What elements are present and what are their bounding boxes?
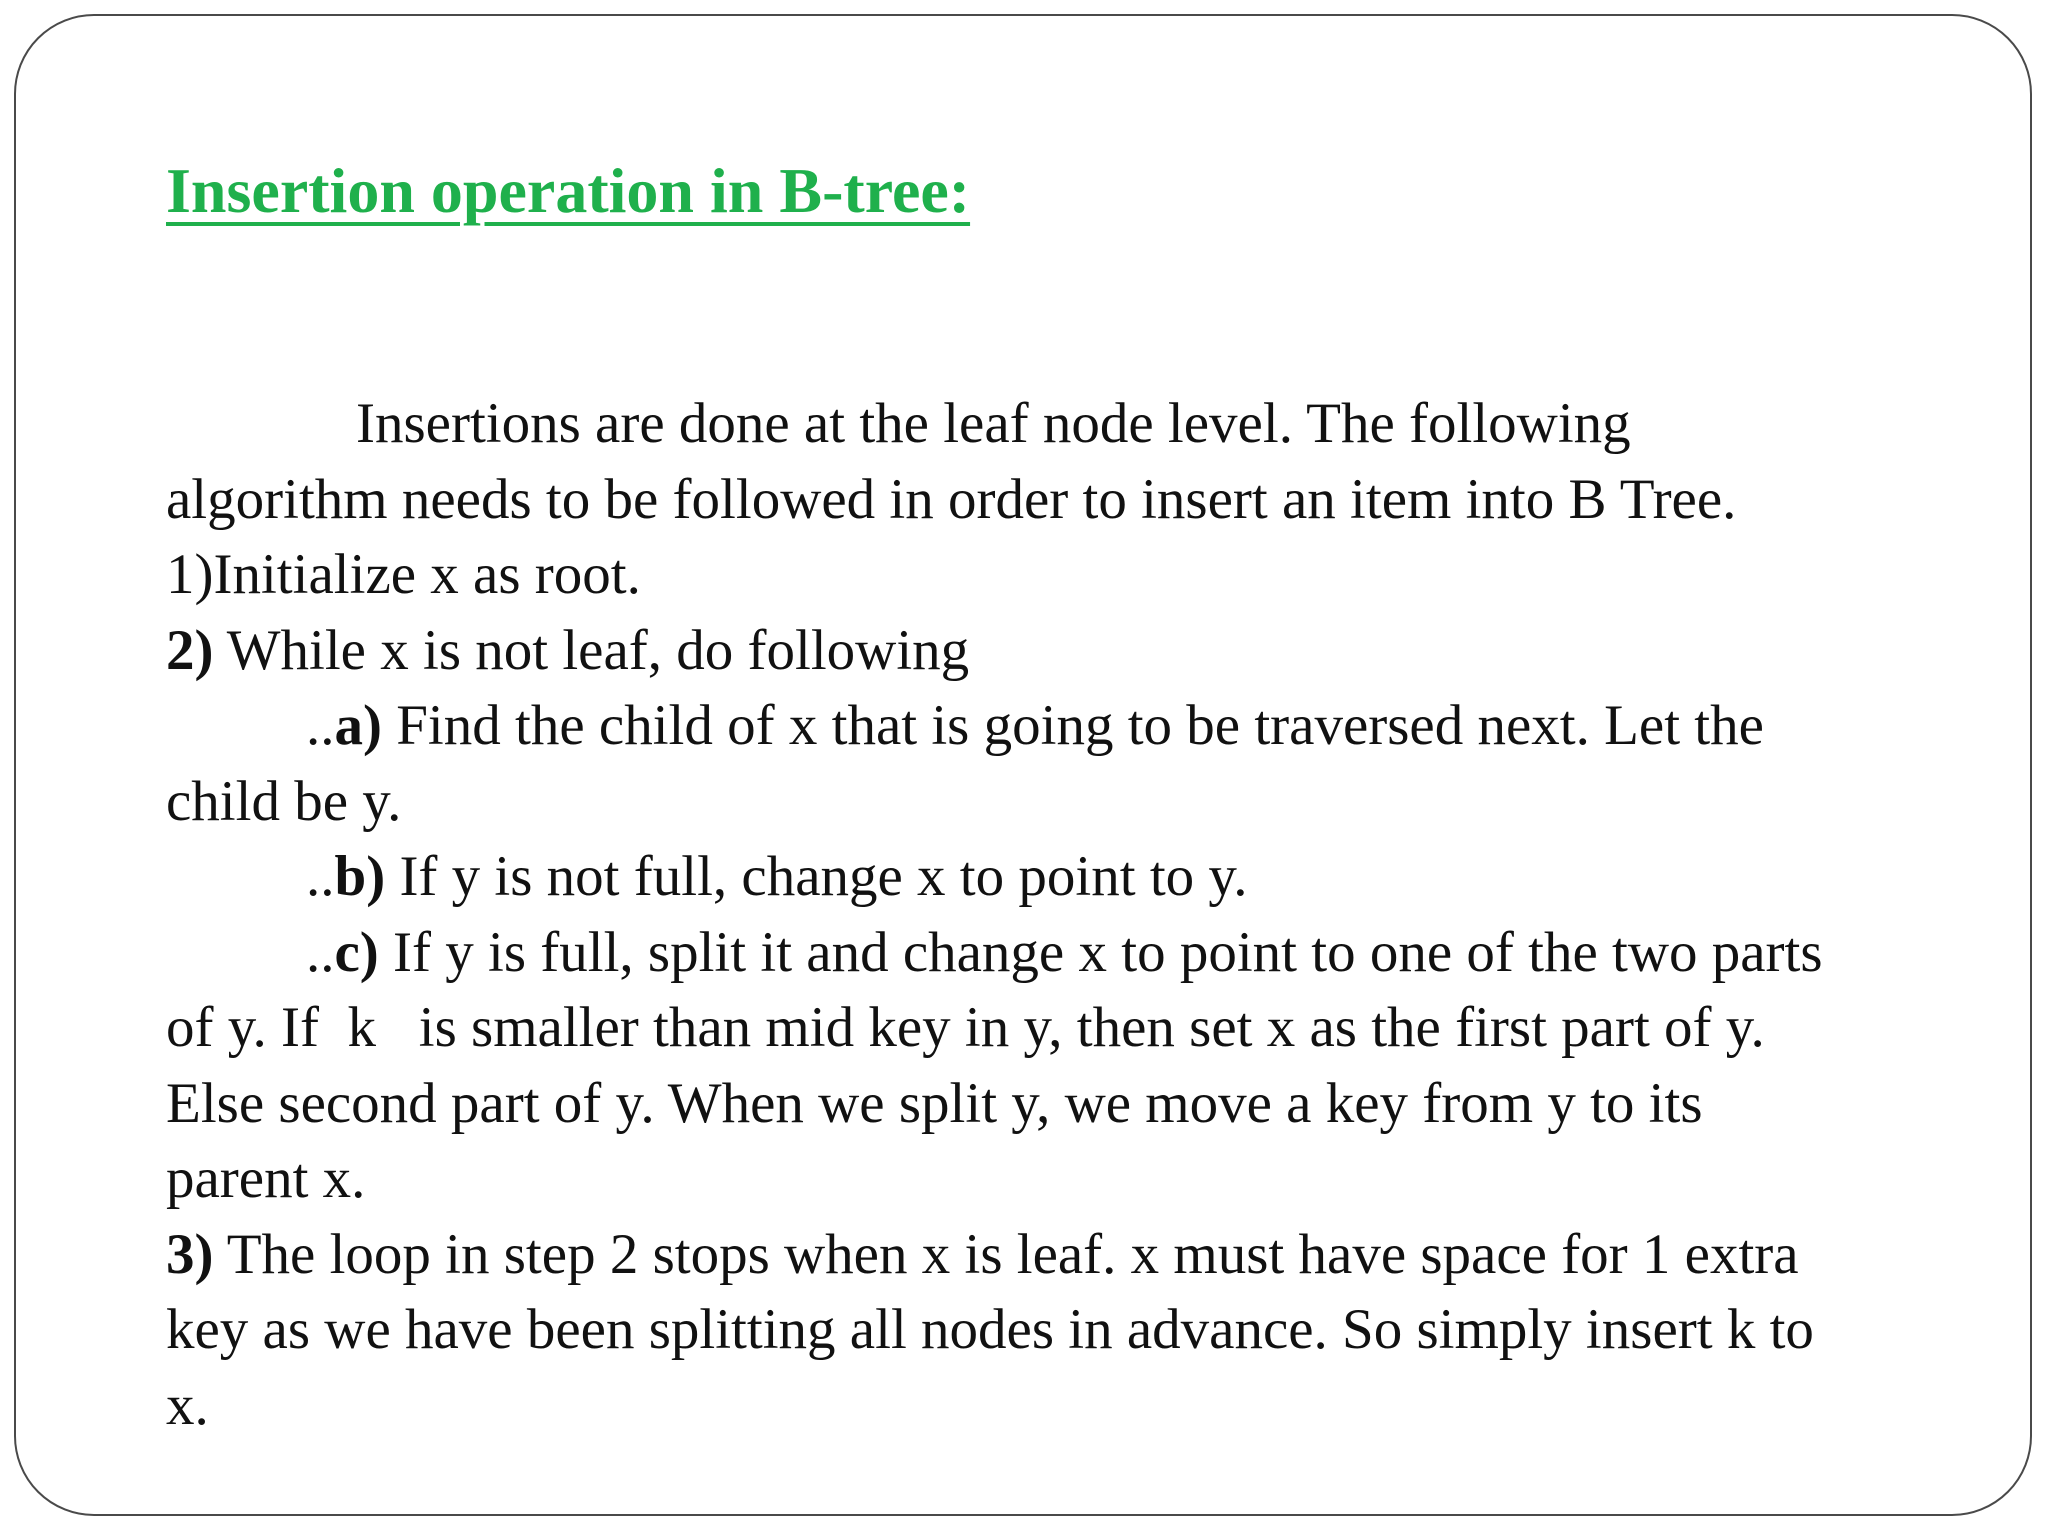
step-3-continuation-1: key as we have been splitting all nodes in advance. So simply insert k to <box>166 1298 1814 1361</box>
step-2c-continuation-1: of y. If k is smaller than mid key in y, then set x as the first part of y. <box>166 996 1765 1059</box>
step-2c-line <box>166 915 1986 991</box>
step-2a-continuation: child be y. <box>166 769 402 833</box>
step-2c-continuation-2: Else second part of y. When we split y, we move a key from y to its <box>166 1071 1703 1135</box>
step-2c-letter: c) <box>334 920 379 984</box>
step-3-number: 3) <box>166 1222 214 1286</box>
step-3-line <box>166 1217 1986 1293</box>
step-2c-text: If y is full, split it and change x to point to one of the two parts <box>378 920 1823 984</box>
step-2a-prefix: .. <box>306 694 335 757</box>
step-3-continuation-2: x. <box>166 1373 209 1437</box>
step-2b-letter: b) <box>334 845 386 908</box>
step-2a-letter: a) <box>334 694 382 757</box>
step-2-number: 2) <box>166 618 214 682</box>
step-2b-text: If y is not full, change x to point to y. <box>385 845 1248 908</box>
step-2c-continuation-3: parent x. <box>166 1147 366 1210</box>
step-2b-prefix: .. <box>306 845 335 908</box>
slide-body <box>166 386 1986 1443</box>
step-2c-prefix: .. <box>306 920 335 984</box>
step-3-text: The loop in step 2 stops when x is leaf. x must have space for 1 extra <box>213 1222 1799 1286</box>
step-2a-text: Find the child of x that is going to be traversed next. Let the <box>381 694 1764 757</box>
slide-frame <box>14 14 2032 1516</box>
step-2-line <box>166 613 1986 689</box>
step-2a-line <box>166 688 1986 764</box>
step-1-line: 1)Initialize x as root. <box>166 543 641 606</box>
step-2b-line <box>166 839 1986 915</box>
slide-title: Insertion operation in B-tree: <box>166 155 971 226</box>
body-line-2: algorithm needs to be followed in order to insert an item into B Tree. <box>166 467 1737 531</box>
step-2-text: While x is not leaf, do following <box>213 618 970 682</box>
body-line-1: Insertions are done at the leaf node level. The following <box>356 392 1631 455</box>
